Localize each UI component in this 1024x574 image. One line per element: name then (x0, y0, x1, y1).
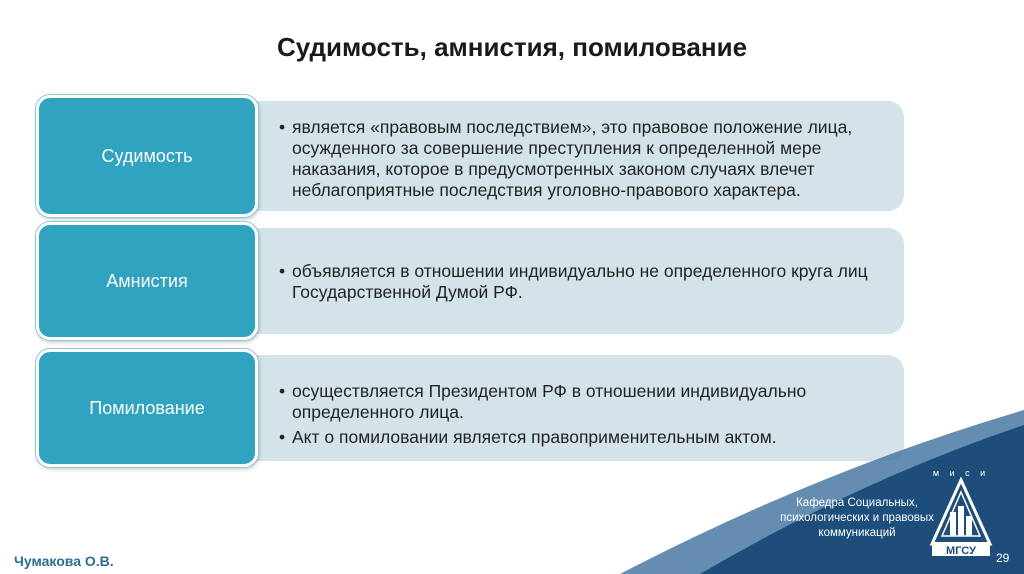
term-box: Судимость (36, 95, 258, 217)
detail-point: • осуществляется Президентом РФ в отношении индивидуально определенного лица. (292, 381, 884, 423)
logo-top-text: м и с и (932, 468, 990, 478)
author-name: Чумакова О.В. (14, 553, 114, 569)
logo-bottom-text: МГСУ (946, 545, 976, 557)
mgsu-logo-icon (928, 462, 994, 558)
slide-title: Судимость, амнистия, помилование (276, 32, 748, 62)
page-number: 29 (996, 551, 1010, 565)
term-box: Амнистия (36, 222, 258, 340)
detail-point: • является «правовым последствием», это правовое положение лица, осужденного за совершение преступления к определенной мере наказания, которое в предусмотренных законом случаях влечет неблагоприятные последствия уголовно-правового характера. (292, 117, 884, 201)
detail-point: • объявляется в отношении индивидуально не определенного круга лиц Государственной Думой РФ. (292, 261, 884, 303)
detail-point: • Акт о помиловании является правоприменительным актом. (292, 427, 884, 448)
term-box: Помилование (36, 349, 258, 467)
department-label: Кафедра Социальных, психологических и правовых коммуникаций (780, 497, 934, 539)
